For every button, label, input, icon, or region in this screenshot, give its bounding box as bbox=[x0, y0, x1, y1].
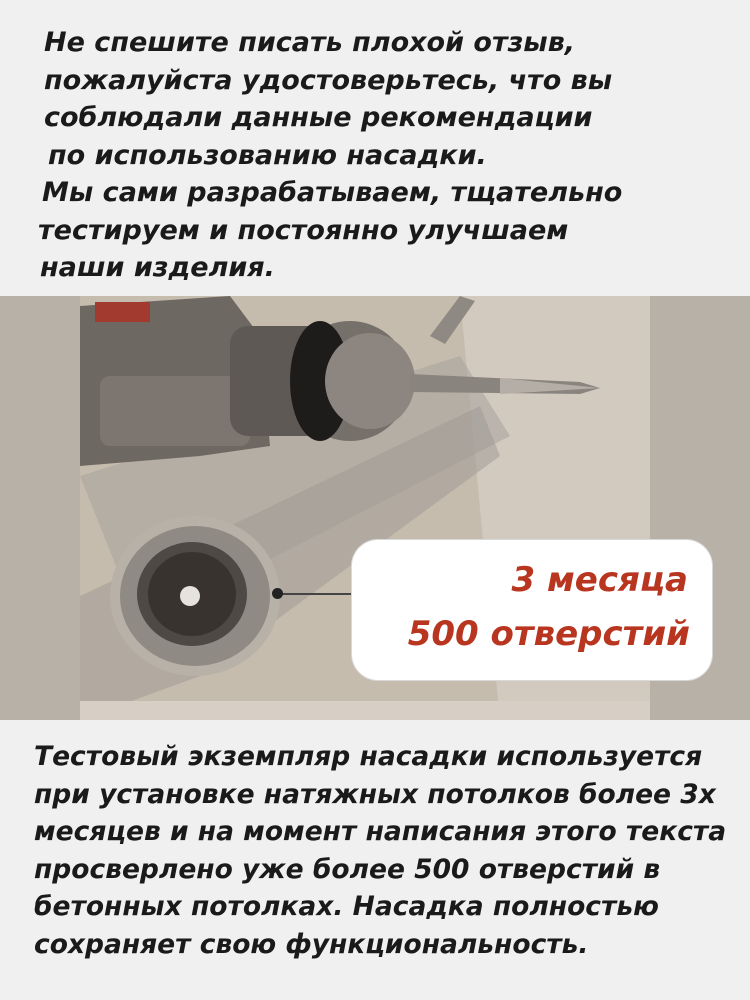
description-text bbox=[34, 738, 734, 963]
callout-box bbox=[352, 540, 712, 680]
callout-pointer-dot bbox=[272, 588, 283, 599]
intro-line: Мы сами разрабатываем, тщательно bbox=[42, 177, 623, 208]
callout-holes: 500 отверстий bbox=[407, 614, 690, 654]
description-line: сохраняет свою функциональность. bbox=[34, 928, 589, 960]
description-line: просверлено уже более 500 отверстий в bbox=[34, 853, 661, 885]
description-line: при установке натяжных потолков более 3х bbox=[34, 778, 716, 810]
intro-line: наши изделия. bbox=[40, 252, 275, 283]
intro-text bbox=[38, 24, 718, 287]
intro-line: тестируем и постоянно улучшаем bbox=[38, 214, 569, 246]
description-line: месяцев и на момент написания этого текста bbox=[34, 816, 727, 847]
callout-pointer-line bbox=[278, 593, 354, 595]
intro-line: соблюдали данные рекомендации bbox=[44, 102, 593, 133]
callout-duration: 3 месяца bbox=[511, 560, 688, 600]
intro-line: Не спешите писать плохой отзыв, bbox=[44, 27, 576, 58]
description-line: бетонных потолках. Насадка полностью bbox=[34, 891, 659, 922]
intro-line: пожалуйста удостоверьтесь, что вы bbox=[44, 64, 613, 96]
intro-line: по использованию насадки. bbox=[48, 139, 487, 171]
description-line: Тестовый экземпляр насадки используется bbox=[34, 741, 703, 772]
